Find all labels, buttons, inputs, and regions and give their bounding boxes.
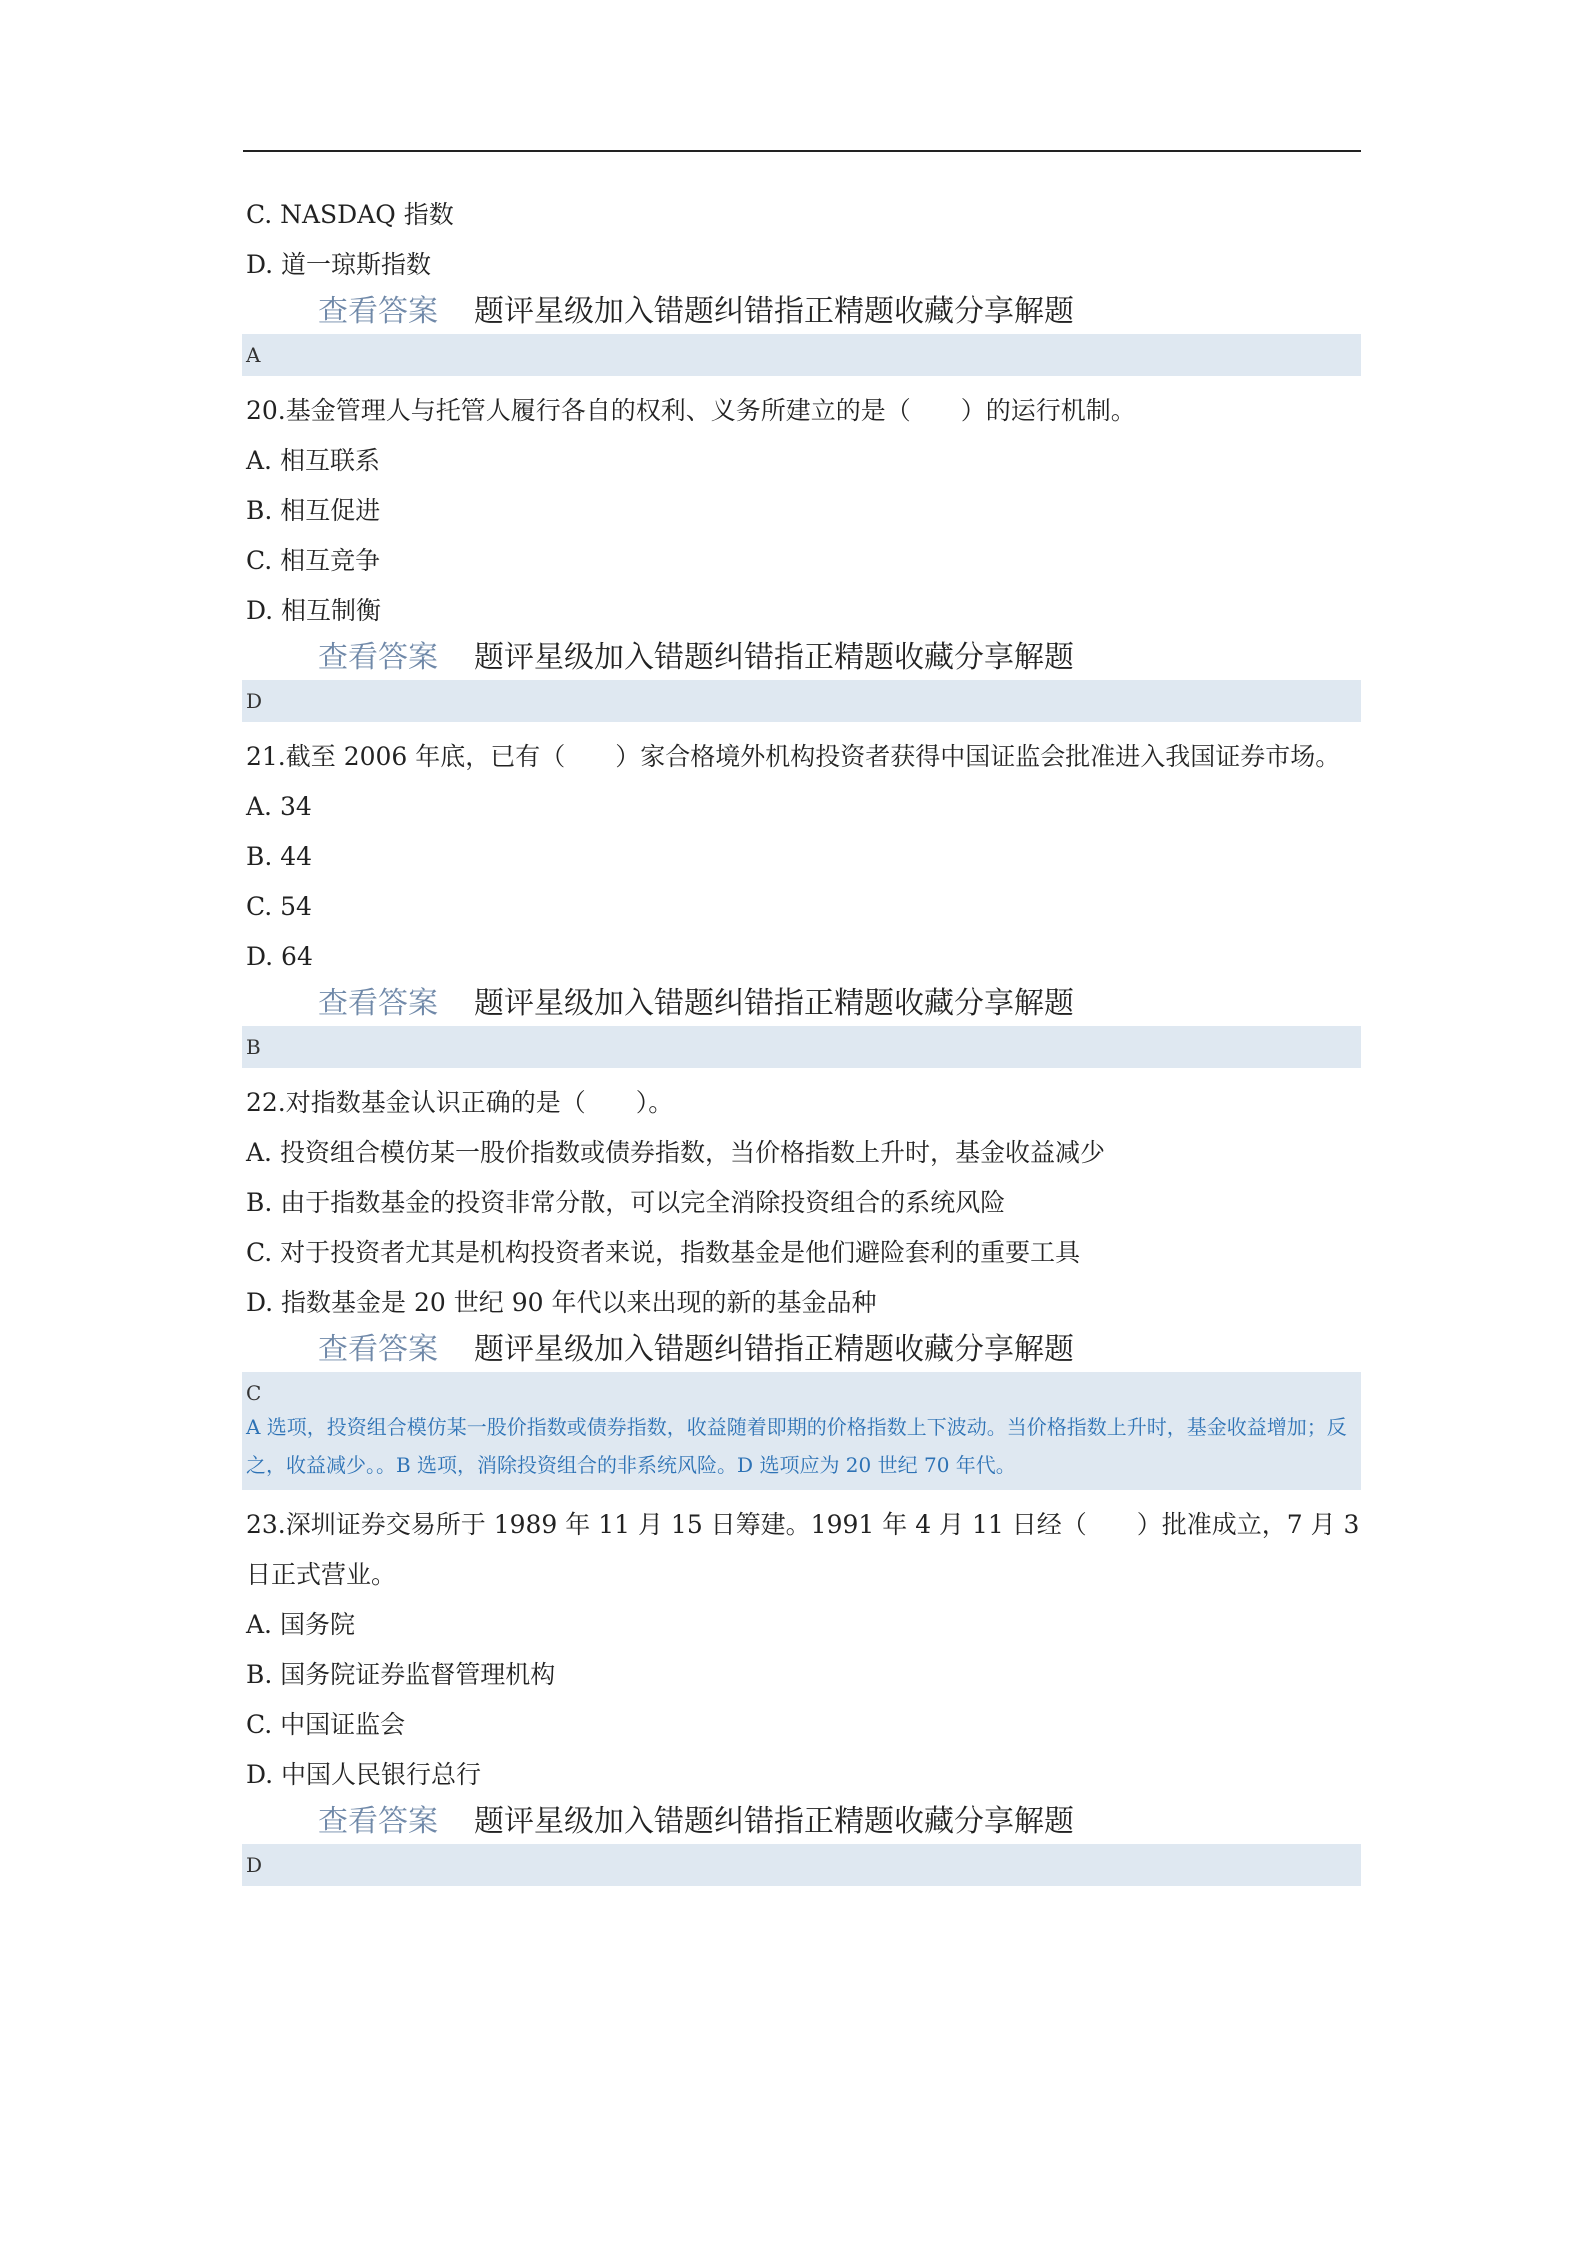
action-bar [246, 1800, 1361, 1844]
question-stem: 23.深圳证券交易所于 1989 年 11 月 15 日筹建。1991 年 4 月 11 日经（ ）批准成立，7 月 3 日正式营业。 [246, 1510, 1360, 1589]
option: A. 投资组合模仿某一股价指数或债券指数，当价格指数上升时，基金收益减少 [246, 1138, 1105, 1167]
question-tools-links[interactable]: 题评星级加入错题纠错指正精题收藏分享解题 [474, 294, 1074, 329]
view-answer-link[interactable]: 查看答案 [318, 640, 438, 675]
answer-box [242, 1844, 1361, 1886]
action-bar [246, 982, 1361, 1026]
option: B. 44 [246, 842, 313, 871]
option: D. 相互制衡 [246, 596, 382, 625]
option: C. 相互竞争 [246, 546, 381, 575]
answer-box [242, 334, 1361, 376]
view-answer-link[interactable]: 查看答案 [318, 986, 438, 1021]
view-answer-link[interactable]: 查看答案 [318, 1332, 438, 1367]
question-stem: 20.基金管理人与托管人履行各自的权利、义务所建立的是（ ）的运行机制。 [246, 396, 1136, 425]
action-bar [246, 636, 1361, 680]
option: C. 中国证监会 [246, 1710, 406, 1739]
answer-box [242, 1372, 1361, 1490]
question-stem: 22.对指数基金认识正确的是（ ）。 [246, 1088, 674, 1117]
option: D. 道一琼斯指数 [246, 250, 432, 279]
question-tools-links[interactable]: 题评星级加入错题纠错指正精题收藏分享解题 [474, 1332, 1074, 1367]
option: B. 相互促进 [246, 496, 381, 525]
option: D. 指数基金是 20 世纪 90 年代以来出现的新的基金品种 [246, 1288, 877, 1317]
view-answer-link[interactable]: 查看答案 [318, 294, 438, 329]
answer-letter: B [246, 1035, 261, 1059]
option: D. 64 [246, 942, 313, 971]
header-rule [243, 150, 1361, 152]
question-block [246, 386, 1361, 722]
question-block [246, 190, 1361, 376]
question-tools-links[interactable]: 题评星级加入错题纠错指正精题收藏分享解题 [474, 640, 1074, 675]
question-tools-links[interactable]: 题评星级加入错题纠错指正精题收藏分享解题 [474, 986, 1074, 1021]
answer-letter: C [246, 1381, 262, 1405]
option: B. 由于指数基金的投资非常分散，可以完全消除投资组合的系统风险 [246, 1188, 1006, 1217]
answer-letter: A [246, 343, 261, 367]
option: C. 对于投资者尤其是机构投资者来说，指数基金是他们避险套利的重要工具 [246, 1238, 1081, 1267]
question-tools-links[interactable]: 题评星级加入错题纠错指正精题收藏分享解题 [474, 1804, 1074, 1839]
option: D. 中国人民银行总行 [246, 1760, 482, 1789]
option: B. 国务院证券监督管理机构 [246, 1660, 556, 1689]
question-block [246, 1078, 1361, 1490]
question-block [246, 1500, 1361, 1886]
option: C. 54 [246, 892, 312, 921]
question-block [246, 732, 1361, 1068]
answer-box [242, 680, 1361, 722]
answer-explanation: A 选项，投资组合模仿某一股价指数或债券指数，收益随着即期的价格指数上下波动。当价格指数上升时，基金收益增加；反之，收益减少。。B 选项，消除投资组合的非系统风险。D 选项应为 20 世纪 70 年代。 [246, 1415, 1347, 1477]
action-bar [246, 1328, 1361, 1372]
option: A. 34 [246, 792, 312, 821]
option: C. NASDAQ 指数 [246, 200, 454, 229]
view-answer-link[interactable]: 查看答案 [318, 1804, 438, 1839]
answer-letter: D [246, 689, 263, 713]
answer-box [242, 1026, 1361, 1068]
action-bar [246, 290, 1361, 334]
question-stem: 21.截至 2006 年底，已有（ ）家合格境外机构投资者获得中国证监会批准进入我国证券市场。 [246, 742, 1341, 771]
question-page [246, 190, 1361, 1896]
option: A. 相互联系 [246, 446, 380, 475]
answer-letter: D [246, 1853, 263, 1877]
option: A. 国务院 [246, 1610, 355, 1639]
